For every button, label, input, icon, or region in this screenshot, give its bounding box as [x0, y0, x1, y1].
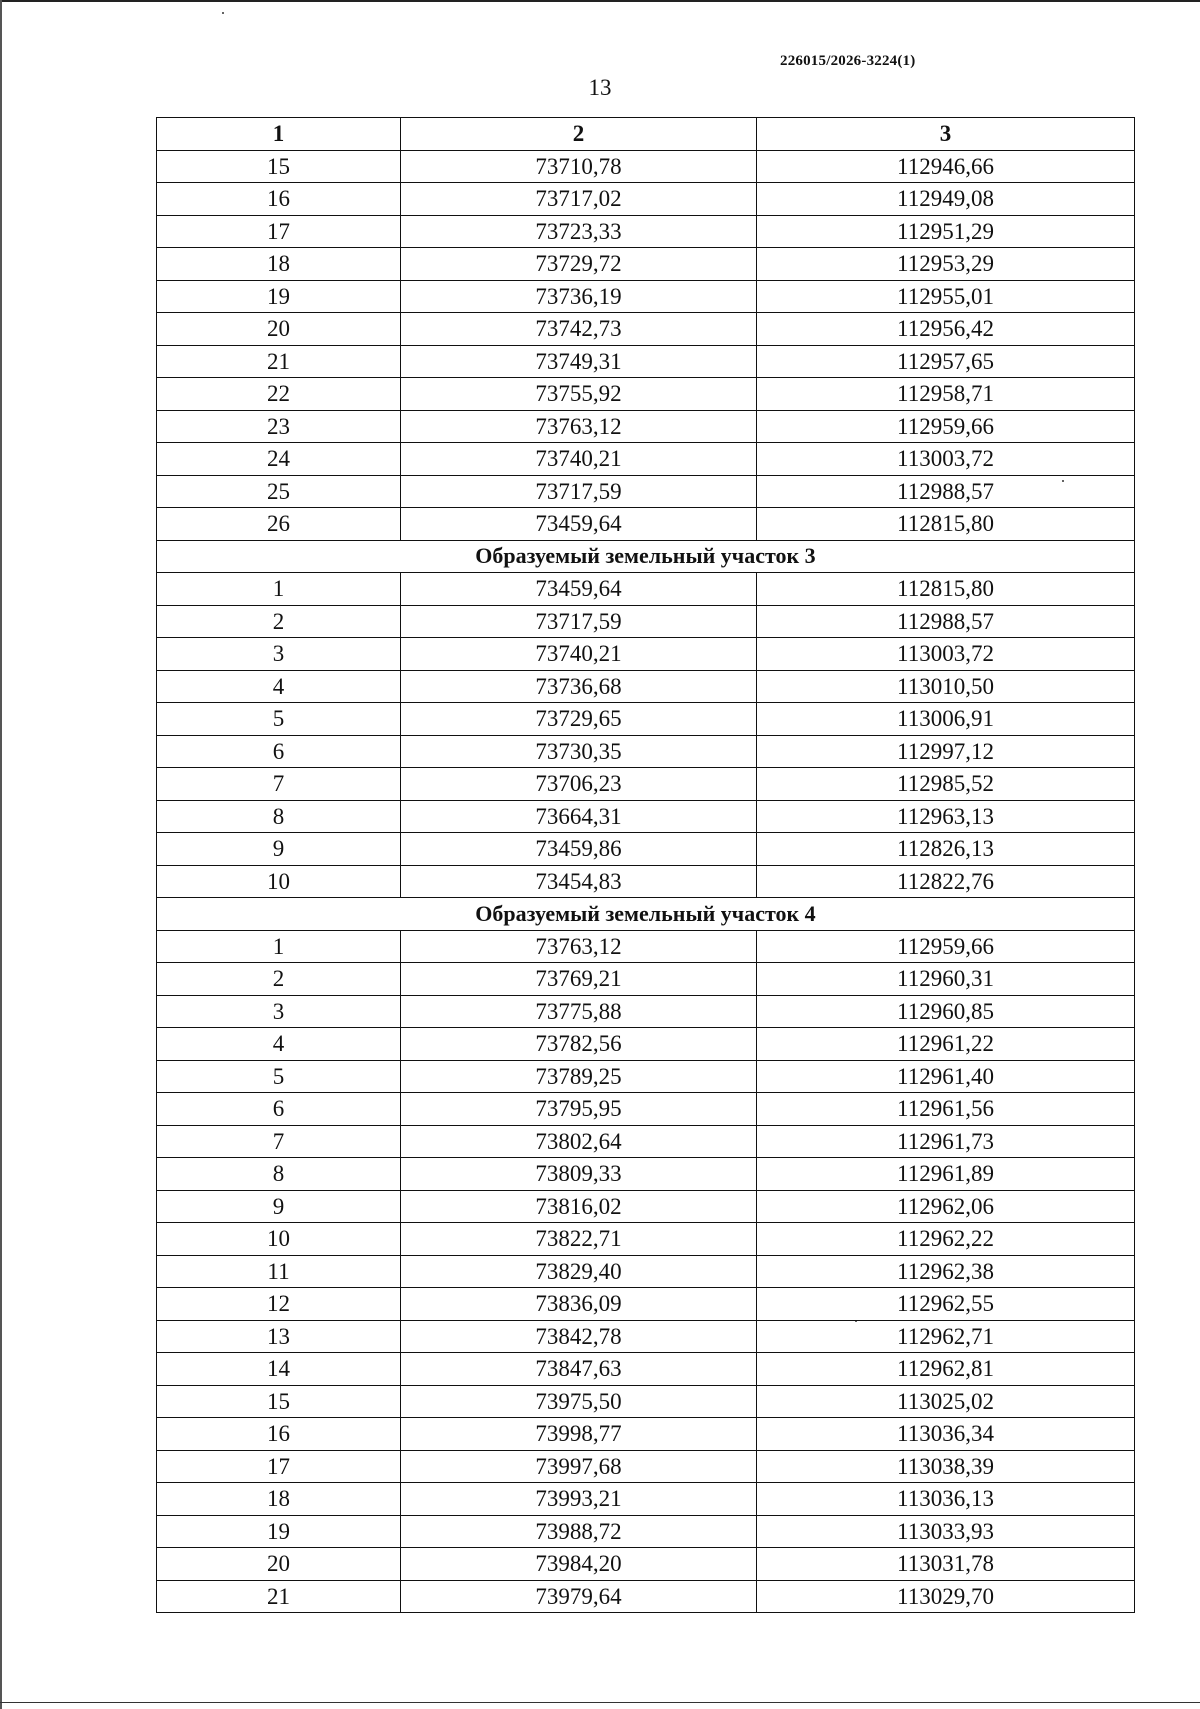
table-body: [157, 150, 1135, 1613]
x-coordinate-cell: 73816,02: [401, 1190, 757, 1223]
y-coordinate-cell: 112826,13: [757, 833, 1135, 866]
scan-left-edge: [0, 0, 2, 1709]
table-row: [157, 313, 1135, 346]
point-number-cell: 4: [157, 670, 401, 703]
table-row: [157, 475, 1135, 508]
y-coordinate-cell: 113033,93: [757, 1515, 1135, 1548]
section-row: [157, 540, 1135, 573]
table-row: [157, 1125, 1135, 1158]
point-number-cell: 5: [157, 1060, 401, 1093]
y-coordinate-cell: 112988,57: [757, 605, 1135, 638]
table-row: [157, 1450, 1135, 1483]
x-coordinate-cell: 73802,64: [401, 1125, 757, 1158]
point-number-cell: 12: [157, 1288, 401, 1321]
y-coordinate-cell: 112822,76: [757, 865, 1135, 898]
x-coordinate-cell: 73975,50: [401, 1385, 757, 1418]
x-coordinate-cell: 73984,20: [401, 1548, 757, 1581]
x-coordinate-cell: 73736,19: [401, 280, 757, 313]
point-number-cell: 20: [157, 1548, 401, 1581]
x-coordinate-cell: 73730,35: [401, 735, 757, 768]
y-coordinate-cell: 113003,72: [757, 443, 1135, 476]
column-header-number: 1: [157, 118, 401, 151]
point-number-cell: 7: [157, 768, 401, 801]
y-coordinate-cell: 112957,65: [757, 345, 1135, 378]
point-number-cell: 7: [157, 1125, 401, 1158]
table-row: [157, 638, 1135, 671]
x-coordinate-cell: 73459,64: [401, 508, 757, 541]
section-title: Образуемый земельный участок 3: [157, 540, 1135, 573]
x-coordinate-cell: 73822,71: [401, 1223, 757, 1256]
point-number-cell: 19: [157, 1515, 401, 1548]
table-row: [157, 605, 1135, 638]
table-row: [157, 768, 1135, 801]
point-number-cell: 18: [157, 1483, 401, 1516]
x-coordinate-cell: 73717,59: [401, 605, 757, 638]
point-number-cell: 9: [157, 1190, 401, 1223]
y-coordinate-cell: 112959,66: [757, 410, 1135, 443]
x-coordinate-cell: 73729,65: [401, 703, 757, 736]
x-coordinate-cell: 73729,72: [401, 248, 757, 281]
y-coordinate-cell: 112962,55: [757, 1288, 1135, 1321]
y-coordinate-cell: 112815,80: [757, 508, 1135, 541]
y-coordinate-cell: 112961,40: [757, 1060, 1135, 1093]
point-number-cell: 8: [157, 800, 401, 833]
y-coordinate-cell: 112815,80: [757, 573, 1135, 606]
section-row: [157, 898, 1135, 931]
point-number-cell: 3: [157, 995, 401, 1028]
page-number: 13: [588, 75, 612, 100]
table-row: [157, 703, 1135, 736]
point-number-cell: 19: [157, 280, 401, 313]
x-coordinate-cell: 73998,77: [401, 1418, 757, 1451]
table-row: [157, 573, 1135, 606]
x-coordinate-cell: 73997,68: [401, 1450, 757, 1483]
x-coordinate-cell: 73710,78: [401, 150, 757, 183]
scan-top-edge: [0, 0, 1200, 2]
table-row: [157, 378, 1135, 411]
x-coordinate-cell: 73795,95: [401, 1093, 757, 1126]
x-coordinate-cell: 73988,72: [401, 1515, 757, 1548]
point-number-cell: 16: [157, 1418, 401, 1451]
table-row: [157, 1353, 1135, 1386]
point-number-cell: 17: [157, 215, 401, 248]
y-coordinate-cell: 112953,29: [757, 248, 1135, 281]
x-coordinate-cell: 73706,23: [401, 768, 757, 801]
section-title: Образуемый земельный участок 4: [157, 898, 1135, 931]
x-coordinate-cell: 73717,02: [401, 183, 757, 216]
point-number-cell: 6: [157, 1093, 401, 1126]
y-coordinate-cell: 112962,81: [757, 1353, 1135, 1386]
x-coordinate-cell: 73664,31: [401, 800, 757, 833]
point-number-cell: 11: [157, 1255, 401, 1288]
x-coordinate-cell: 73736,68: [401, 670, 757, 703]
point-number-cell: 4: [157, 1028, 401, 1061]
y-coordinate-cell: 112963,13: [757, 800, 1135, 833]
point-number-cell: 6: [157, 735, 401, 768]
table-row: [157, 443, 1135, 476]
y-coordinate-cell: 112961,56: [757, 1093, 1135, 1126]
y-coordinate-cell: 112961,73: [757, 1125, 1135, 1158]
table-row: [157, 800, 1135, 833]
point-number-cell: 23: [157, 410, 401, 443]
x-coordinate-cell: 73454,83: [401, 865, 757, 898]
y-coordinate-cell: 113010,50: [757, 670, 1135, 703]
point-number-cell: 26: [157, 508, 401, 541]
table-row: [157, 995, 1135, 1028]
document-number: 226015/2026-3224(1): [780, 53, 916, 69]
x-coordinate-cell: 73459,86: [401, 833, 757, 866]
point-number-cell: 2: [157, 605, 401, 638]
point-number-cell: 21: [157, 345, 401, 378]
x-coordinate-cell: 73763,12: [401, 410, 757, 443]
y-coordinate-cell: 112956,42: [757, 313, 1135, 346]
table-row: [157, 508, 1135, 541]
y-coordinate-cell: 112959,66: [757, 930, 1135, 963]
table-row: [157, 963, 1135, 996]
table-row: [157, 1093, 1135, 1126]
y-coordinate-cell: 113025,02: [757, 1385, 1135, 1418]
point-number-cell: 1: [157, 573, 401, 606]
y-coordinate-cell: 112951,29: [757, 215, 1135, 248]
point-number-cell: 20: [157, 313, 401, 346]
y-coordinate-cell: 112997,12: [757, 735, 1135, 768]
table-row: [157, 1060, 1135, 1093]
point-number-cell: 18: [157, 248, 401, 281]
point-number-cell: 10: [157, 865, 401, 898]
table-row: [157, 1418, 1135, 1451]
y-coordinate-cell: 112955,01: [757, 280, 1135, 313]
table-header-row: [157, 118, 1135, 151]
point-number-cell: 15: [157, 1385, 401, 1418]
x-coordinate-cell: 73789,25: [401, 1060, 757, 1093]
y-coordinate-cell: 112946,66: [757, 150, 1135, 183]
table-row: [157, 865, 1135, 898]
point-number-cell: 3: [157, 638, 401, 671]
point-number-cell: 9: [157, 833, 401, 866]
table-row: [157, 280, 1135, 313]
table-row: [157, 1483, 1135, 1516]
y-coordinate-cell: 112985,52: [757, 768, 1135, 801]
table-row: [157, 248, 1135, 281]
table-row: [157, 930, 1135, 963]
column-header-y: 3: [757, 118, 1135, 151]
y-coordinate-cell: 113006,91: [757, 703, 1135, 736]
y-coordinate-cell: 112949,08: [757, 183, 1135, 216]
point-number-cell: 22: [157, 378, 401, 411]
point-number-cell: 21: [157, 1580, 401, 1613]
y-coordinate-cell: 113031,78: [757, 1548, 1135, 1581]
point-number-cell: 2: [157, 963, 401, 996]
table-row: [157, 1223, 1135, 1256]
y-coordinate-cell: 113003,72: [757, 638, 1135, 671]
point-number-cell: 8: [157, 1158, 401, 1191]
table-row: [157, 345, 1135, 378]
x-coordinate-cell: 73836,09: [401, 1288, 757, 1321]
x-coordinate-cell: 73740,21: [401, 638, 757, 671]
table-row: [157, 1158, 1135, 1191]
table-row: [157, 1580, 1135, 1613]
point-number-cell: 1: [157, 930, 401, 963]
y-coordinate-cell: 112988,57: [757, 475, 1135, 508]
table-row: [157, 1288, 1135, 1321]
y-coordinate-cell: 112958,71: [757, 378, 1135, 411]
x-coordinate-cell: 73842,78: [401, 1320, 757, 1353]
table-row: [157, 735, 1135, 768]
x-coordinate-cell: 73993,21: [401, 1483, 757, 1516]
point-number-cell: 25: [157, 475, 401, 508]
table-row: [157, 1255, 1135, 1288]
x-coordinate-cell: 73749,31: [401, 345, 757, 378]
y-coordinate-cell: 113036,13: [757, 1483, 1135, 1516]
y-coordinate-cell: 112962,22: [757, 1223, 1135, 1256]
point-number-cell: 5: [157, 703, 401, 736]
scan-speck: [222, 12, 224, 14]
y-coordinate-cell: 112961,22: [757, 1028, 1135, 1061]
point-number-cell: 16: [157, 183, 401, 216]
y-coordinate-cell: 112962,38: [757, 1255, 1135, 1288]
table-row: [157, 833, 1135, 866]
y-coordinate-cell: 113038,39: [757, 1450, 1135, 1483]
point-number-cell: 24: [157, 443, 401, 476]
x-coordinate-cell: 73723,33: [401, 215, 757, 248]
point-number-cell: 13: [157, 1320, 401, 1353]
x-coordinate-cell: 73782,56: [401, 1028, 757, 1061]
y-coordinate-cell: 113029,70: [757, 1580, 1135, 1613]
x-coordinate-cell: 73763,12: [401, 930, 757, 963]
table-row: [157, 410, 1135, 443]
y-coordinate-cell: 112960,31: [757, 963, 1135, 996]
x-coordinate-cell: 73979,64: [401, 1580, 757, 1613]
table-row: [157, 1385, 1135, 1418]
x-coordinate-cell: 73775,88: [401, 995, 757, 1028]
x-coordinate-cell: 73809,33: [401, 1158, 757, 1191]
point-number-cell: 10: [157, 1223, 401, 1256]
table-row: [157, 215, 1135, 248]
point-number-cell: 14: [157, 1353, 401, 1386]
table-row: [157, 1190, 1135, 1223]
y-coordinate-cell: 112962,71: [757, 1320, 1135, 1353]
point-number-cell: 15: [157, 150, 401, 183]
y-coordinate-cell: 113036,34: [757, 1418, 1135, 1451]
y-coordinate-cell: 112960,85: [757, 995, 1135, 1028]
table-row: [157, 1320, 1135, 1353]
table-row: [157, 670, 1135, 703]
x-coordinate-cell: 73769,21: [401, 963, 757, 996]
x-coordinate-cell: 73742,73: [401, 313, 757, 346]
y-coordinate-cell: 112961,89: [757, 1158, 1135, 1191]
point-number-cell: 17: [157, 1450, 401, 1483]
x-coordinate-cell: 73717,59: [401, 475, 757, 508]
x-coordinate-cell: 73755,92: [401, 378, 757, 411]
table-row: [157, 1515, 1135, 1548]
table-row: [157, 1548, 1135, 1581]
column-header-x: 2: [401, 118, 757, 151]
x-coordinate-cell: 73740,21: [401, 443, 757, 476]
coordinates-table: [156, 117, 1135, 1613]
x-coordinate-cell: 73847,63: [401, 1353, 757, 1386]
table-row: [157, 1028, 1135, 1061]
table-row: [157, 183, 1135, 216]
y-coordinate-cell: 112962,06: [757, 1190, 1135, 1223]
x-coordinate-cell: 73829,40: [401, 1255, 757, 1288]
x-coordinate-cell: 73459,64: [401, 573, 757, 606]
table-row: [157, 150, 1135, 183]
scan-bottom-edge: [0, 1702, 1200, 1703]
